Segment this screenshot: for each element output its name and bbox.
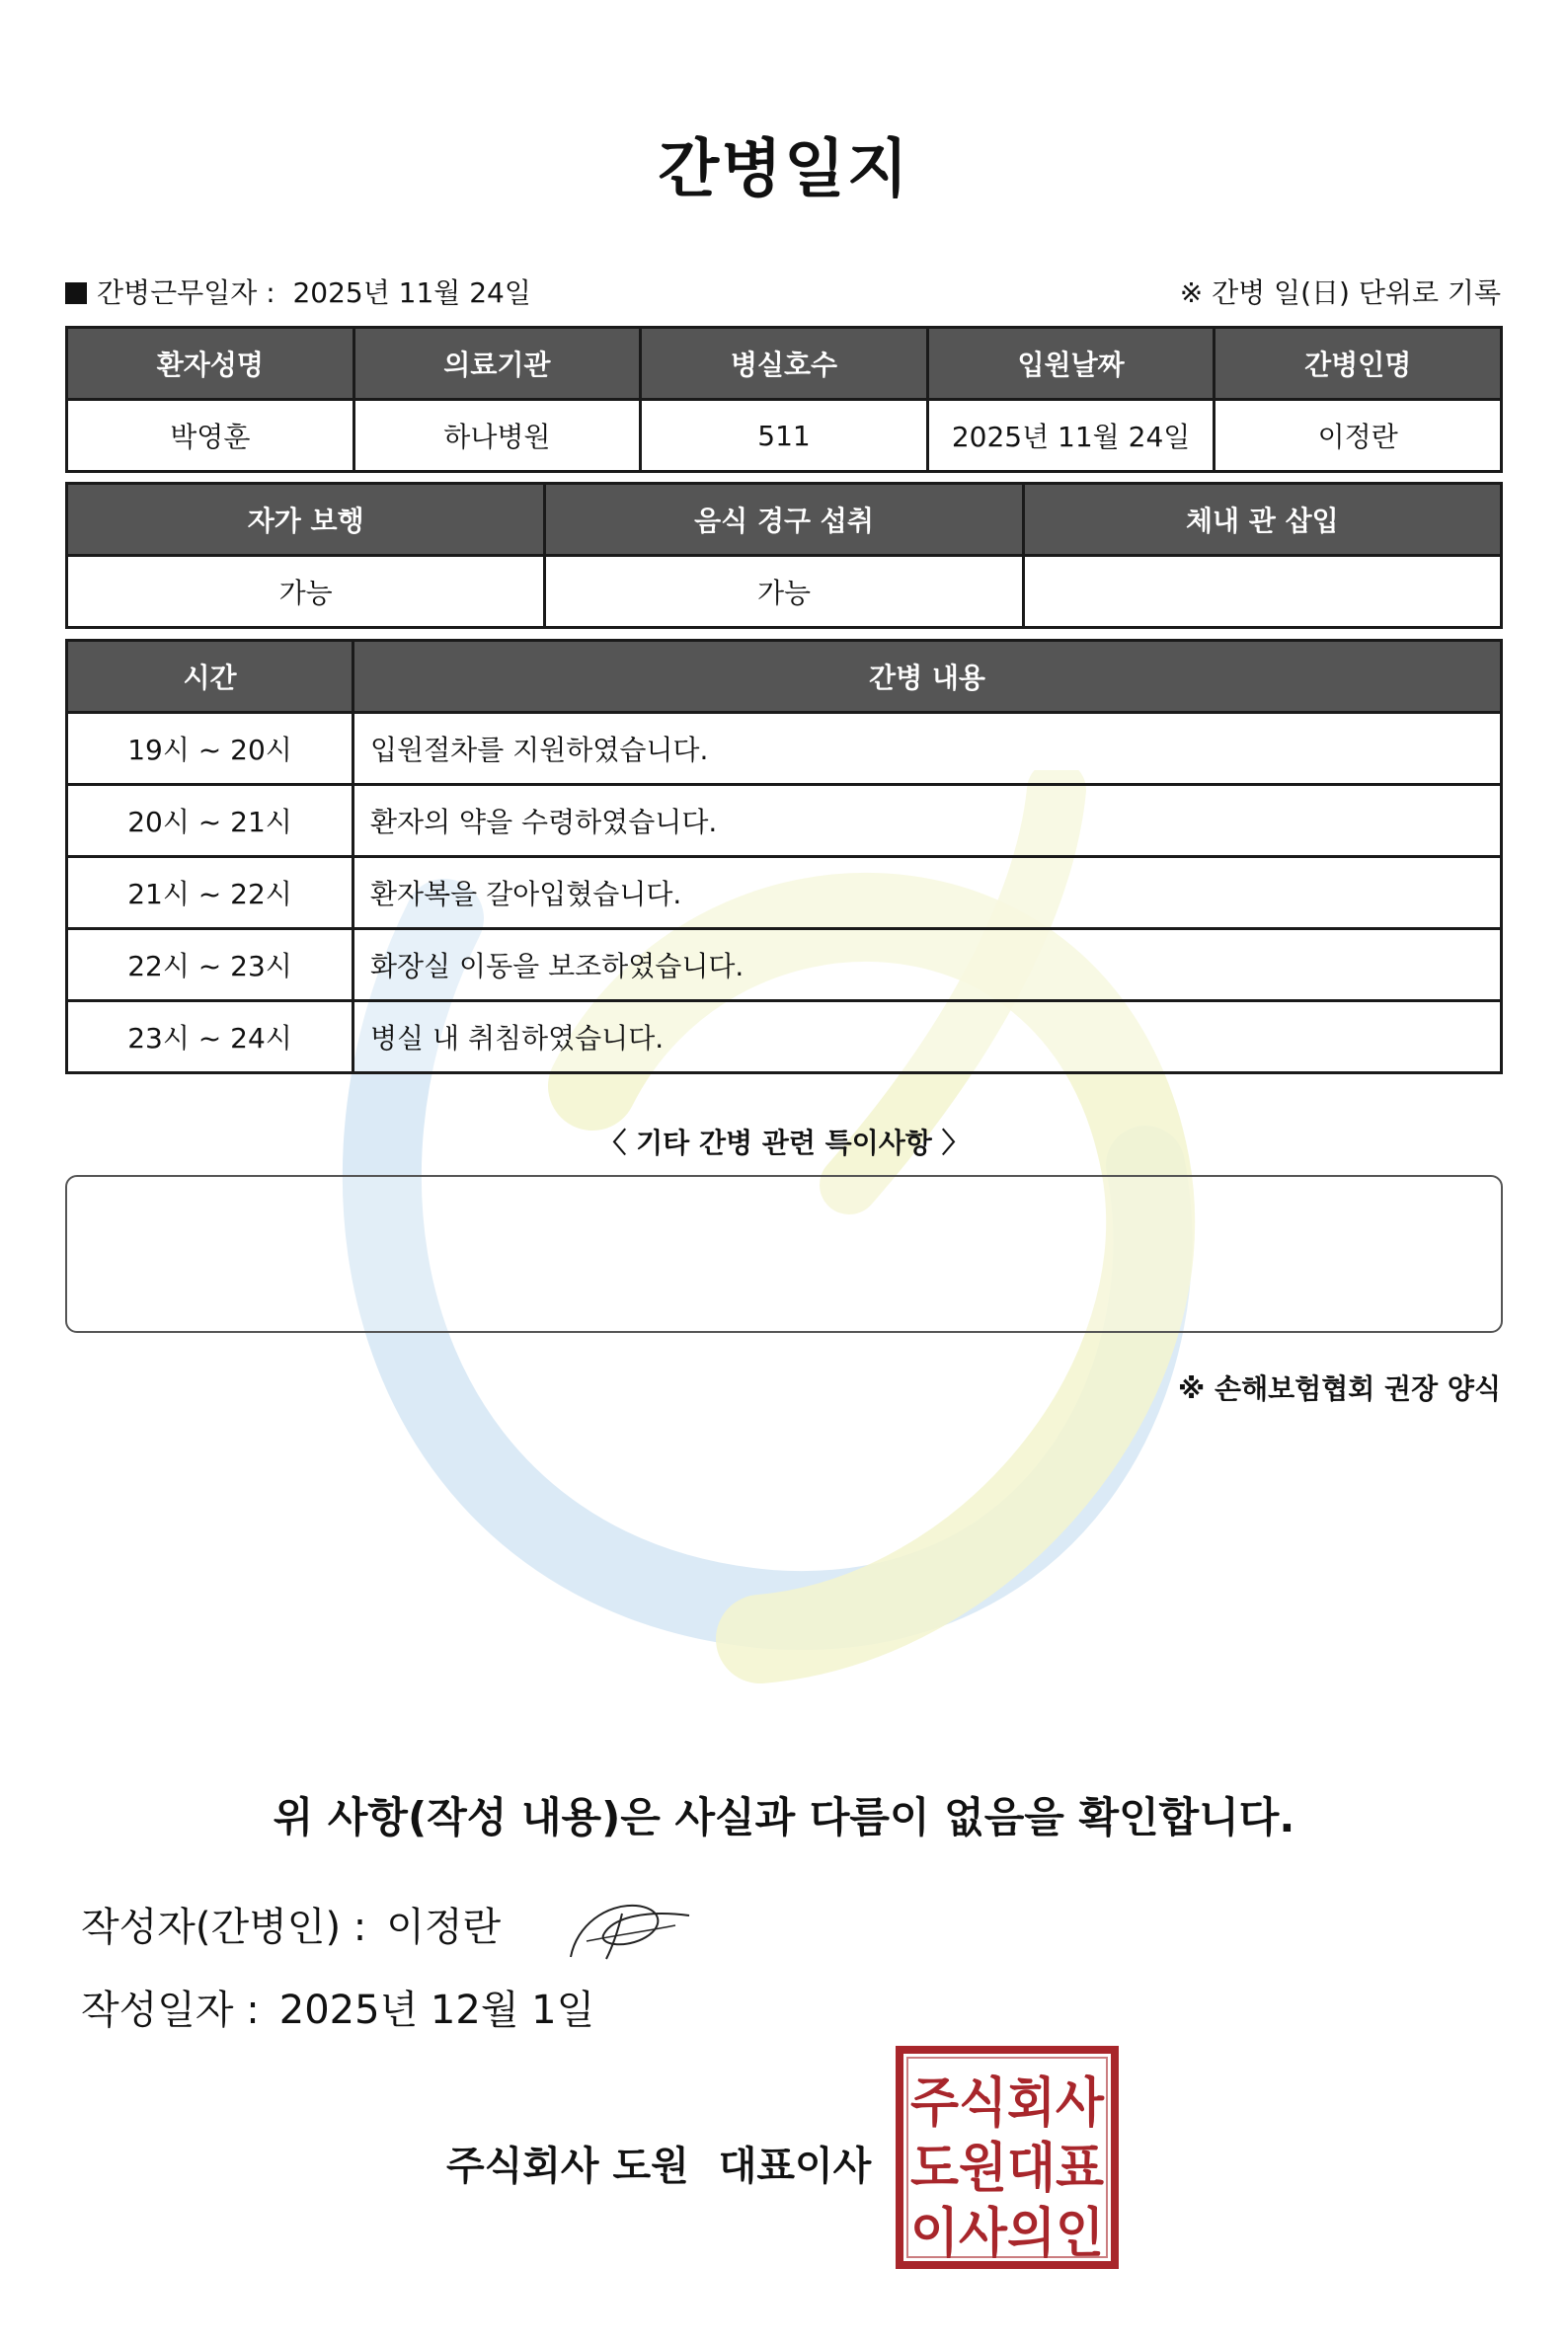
company-seal-icon bbox=[896, 2046, 1119, 2269]
seal-line-3: 이사의인 bbox=[910, 2202, 1104, 2264]
header-admission-date: 입원날짜 bbox=[927, 328, 1215, 400]
writer-label: 작성자(간병인) : bbox=[81, 1905, 367, 1950]
header-oral-intake: 음식 경구 섭취 bbox=[545, 484, 1023, 556]
patient-status-value-row bbox=[67, 556, 1502, 628]
header-tube-insertion: 체내 관 삽입 bbox=[1023, 484, 1501, 556]
work-date-line bbox=[65, 272, 531, 311]
care-content: 환자복을 갈아입혔습니다. bbox=[353, 857, 1502, 929]
written-date-value: 2025년 12월 1일 bbox=[278, 1988, 595, 2033]
unit-note: ※ 간병 일(日) 단위로 기록 bbox=[1179, 276, 1501, 309]
header-self-walking: 자가 보행 bbox=[67, 484, 545, 556]
caregiver-name-value: 이정란 bbox=[1215, 400, 1502, 472]
table-row bbox=[67, 857, 1502, 929]
hospital-value: 하나병원 bbox=[353, 400, 641, 472]
care-content: 병실 내 취침하였습니다. bbox=[353, 1001, 1502, 1073]
work-date-label: 간병근무일자 : bbox=[97, 276, 275, 309]
header-hospital: 의료기관 bbox=[353, 328, 641, 400]
patient-info-value-row bbox=[67, 400, 1502, 472]
patient-info-table bbox=[65, 326, 1503, 473]
table-row bbox=[67, 713, 1502, 785]
signature-icon bbox=[567, 1896, 695, 1965]
patient-info-header-row bbox=[67, 328, 1502, 400]
table-row bbox=[67, 929, 1502, 1001]
confirmation-statement: 위 사항(작성 내용)은 사실과 다름이 없음을 확인합니다. bbox=[273, 1793, 1295, 1841]
oral-intake-value: 가능 bbox=[545, 556, 1023, 628]
header-time: 시간 bbox=[67, 641, 353, 713]
care-time: 21시 ~ 22시 bbox=[67, 857, 353, 929]
header-patient-name: 환자성명 bbox=[67, 328, 354, 400]
header-room-number: 병실호수 bbox=[641, 328, 928, 400]
recommendation-note: ※ 손해보험협회 권장 양식 bbox=[1178, 1372, 1501, 1405]
writer-line bbox=[81, 1896, 501, 1952]
document-title: 간병일지 bbox=[658, 133, 910, 206]
care-time: 22시 ~ 23시 bbox=[67, 929, 353, 1001]
square-bullet-icon bbox=[65, 282, 87, 304]
seal-line-2: 도원대표 bbox=[910, 2137, 1104, 2199]
care-log-header-row bbox=[67, 641, 1502, 713]
written-date-label: 작성일자 : bbox=[81, 1988, 260, 2033]
patient-status-table bbox=[65, 482, 1503, 629]
self-walking-value: 가능 bbox=[67, 556, 545, 628]
special-notes-box bbox=[65, 1175, 1503, 1333]
table-row bbox=[67, 785, 1502, 857]
patient-name-value: 박영훈 bbox=[67, 400, 354, 472]
care-time: 19시 ~ 20시 bbox=[67, 713, 353, 785]
admission-date-value: 2025년 11월 24일 bbox=[927, 400, 1215, 472]
tube-insertion-value bbox=[1023, 556, 1501, 628]
company-representative: 대표이사 bbox=[718, 2144, 872, 2189]
header-care-content: 간병 내용 bbox=[353, 641, 1502, 713]
special-notes-title: 〈 기타 간병 관련 특이사항 〉 bbox=[598, 1127, 970, 1159]
care-time: 20시 ~ 21시 bbox=[67, 785, 353, 857]
work-date-value: 2025년 11월 24일 bbox=[292, 276, 531, 309]
seal-line-1: 주식회사 bbox=[910, 2072, 1105, 2134]
writer-name: 이정란 bbox=[386, 1905, 502, 1950]
company-name: 주식회사 도원 bbox=[446, 2144, 689, 2189]
company-line bbox=[446, 2135, 871, 2191]
room-number-value: 511 bbox=[641, 400, 928, 472]
care-content: 화장실 이동을 보조하였습니다. bbox=[353, 929, 1502, 1001]
care-content: 입원절차를 지원하였습니다. bbox=[353, 713, 1502, 785]
header-caregiver-name: 간병인명 bbox=[1215, 328, 1502, 400]
patient-status-header-row bbox=[67, 484, 1502, 556]
care-content: 환자의 약을 수령하였습니다. bbox=[353, 785, 1502, 857]
table-row bbox=[67, 1001, 1502, 1073]
care-time: 23시 ~ 24시 bbox=[67, 1001, 353, 1073]
care-log-table bbox=[65, 639, 1503, 1074]
written-date-line bbox=[81, 1979, 594, 2035]
